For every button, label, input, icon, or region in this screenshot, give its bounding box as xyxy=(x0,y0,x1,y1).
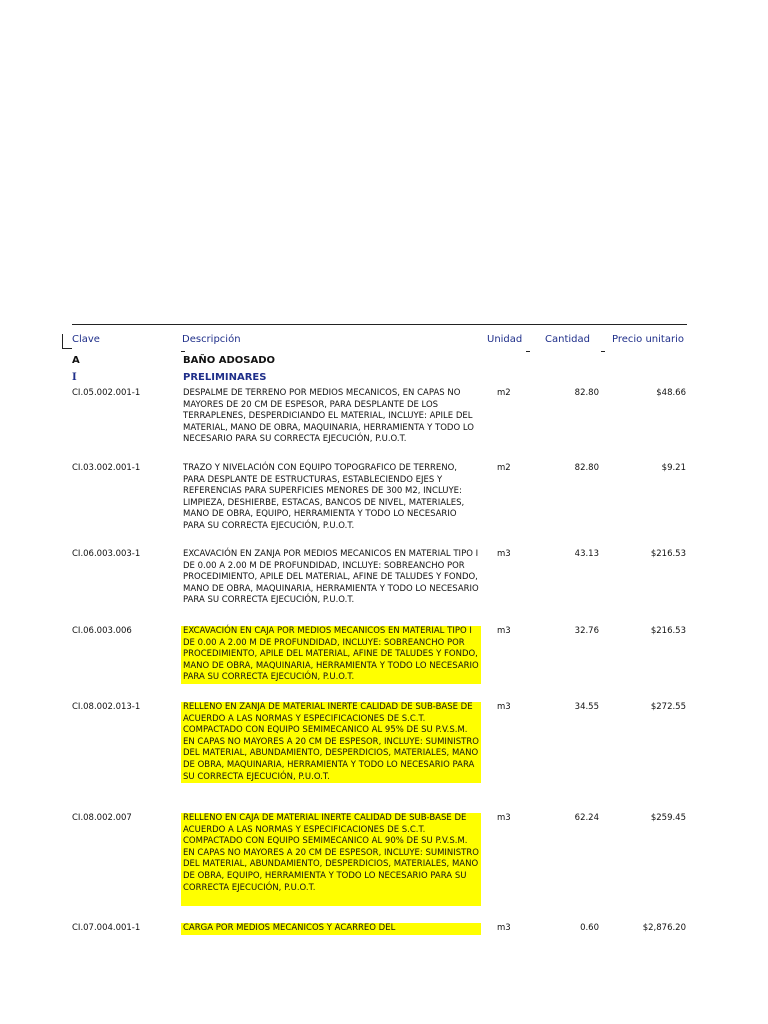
row-precio: $216.53 xyxy=(650,549,686,559)
row-cantidad: 34.55 xyxy=(574,702,599,712)
row-unidad: m3 xyxy=(497,549,511,559)
header-precio-unitario: Precio unitario xyxy=(612,334,684,345)
subsection-clave: I xyxy=(72,372,77,383)
row-precio: $9.21 xyxy=(661,463,686,473)
row-unidad: m3 xyxy=(497,813,511,823)
row-clave: CI.03.002.001-1 xyxy=(72,463,141,473)
row-precio: $2,876.20 xyxy=(642,923,686,933)
header-clave: Clave xyxy=(72,334,100,345)
row-descripcion-highlighted: EXCAVACIÓN EN CAJA POR MEDIOS MECANICOS EN MATERIAL TIPO I DE 0.00 A 2.00 M DE PROFUNDIDAD, INCLUYE: SOBREANCHO POR PROCEDIMIENTO, APILE DEL MATERIAL, AFINE DE TALUDES Y FONDO, MANO DE OBRA, MAQUINARIA, HERRAMIENTA Y TODO LO NECESARIO PARA SU CORRECTA EJECUCIÓN, P.U.O.T. xyxy=(181,626,481,684)
row-clave: CI.06.003.006 xyxy=(72,626,132,636)
section-clave: A xyxy=(72,355,80,366)
row-unidad: m3 xyxy=(497,626,511,636)
row-precio: $48.66 xyxy=(656,388,686,398)
column-marker xyxy=(181,351,185,352)
row-descripcion-highlighted: RELLENO EN ZANJA DE MATERIAL INERTE CALIDAD DE SUB-BASE DE ACUERDO A LAS NORMAS Y ESPECIFICACIONES DE S.C.T. COMPACTADO CON EQUIPO SEMIMECANICO AL 95% DE SU P.V.S.M. EN CAPAS NO MAYORES A 20 CM DE ESPESOR, INCLUYE: SUMINISTRO DEL MATERIAL, ABUNDAMIENTO, DESPERDICIOS, MATERIALES, MANO DE OBRA, MAQUINARIA, HERRAMIENTA Y TODO LO NECESARIO PARA SU CORRECTA EJECUCIÓN, P.U.O.T. xyxy=(181,702,481,783)
column-marker xyxy=(601,351,605,352)
subsection-title: PRELIMINARES xyxy=(183,372,267,383)
row-cantidad: 62.24 xyxy=(574,813,599,823)
table-top-rule xyxy=(72,324,687,325)
row-precio: $259.45 xyxy=(650,813,686,823)
row-descripcion: TRAZO Y NIVELACIÓN CON EQUIPO TOPOGRAFICO DE TERRENO, PARA DESPLANTE DE ESTRUCTURAS, ESTABLECIENDO EJES Y REFERENCIAS PARA SUPERFICIES MENORES DE 300 M2, INCLUYE: LIMPIEZA, DESHIERBE, ESTACAS, BANCOS DE NIVEL, MATERIALES, MANO DE OBRA, EQUIPO, HERRAMIENTA Y TODO LO NECESARIO PARA SU CORRECTA EJECUCIÓN, P.U.O.T. xyxy=(183,463,465,531)
header-cantidad: Cantidad xyxy=(545,334,590,345)
row-cantidad: 32.76 xyxy=(574,626,599,636)
header-descripcion: Descripción xyxy=(182,334,241,345)
row-unidad: m3 xyxy=(497,702,511,712)
row-cantidad: 0.60 xyxy=(580,923,599,933)
header-unidad: Unidad xyxy=(487,334,523,345)
row-descripcion-highlighted: RELLENO EN CAJA DE MATERIAL INERTE CALIDAD DE SUB-BASE DE ACUERDO A LAS NORMAS Y ESPECIFICACIONES DE S.C.T. COMPACTADO CON EQUIPO SEMIMECANICO AL 90% DE SU P.V.S.M. EN CAPAS NO MAYORES A 20 CM DE ESPESOR, INCLUYE: SUMINISTRO DEL MATERIAL, ABUNDAMIENTO, DESPERDICIOS, MATERIALES, MANO DE OBRA, EQUIPO, HERRAMIENTA Y TODO LO NECESARIO PARA SU CORRECTA EJECUCIÓN, P.U.O.T. xyxy=(181,813,481,906)
row-clave: CI.07.004.001-1 xyxy=(72,923,141,933)
table-header xyxy=(0,334,768,350)
row-precio: $272.55 xyxy=(650,702,686,712)
row-cantidad: 82.80 xyxy=(574,388,599,398)
row-clave: CI.06.003.003-1 xyxy=(72,549,141,559)
row-cantidad: 82.80 xyxy=(574,463,599,473)
row-clave: CI.05.002.001-1 xyxy=(72,388,141,398)
row-descripcion: DESPALME DE TERRENO POR MEDIOS MECANICOS, EN CAPAS NO MAYORES DE 20 CM DE ESPESOR, PARA DESPLANTE DE LOS TERRAPLENES, DESPERDICIANDO EL MATERIAL, INCLUYE: APILE DEL MATERIAL, MANO DE OBRA, MAQUINARIA, HERRAMIENTA Y TODO LO NECESARIO PARA SU CORRECTA EJECUCIÓN, P.U.O.T. xyxy=(183,388,474,445)
row-descripcion: EXCAVACIÓN EN ZANJA POR MEDIOS MECANICOS EN MATERIAL TIPO I DE 0.00 A 2.00 M DE PROFUNDIDAD, INCLUYE: SOBREANCHO POR PROCEDIMIENTO, APILE DEL MATERIAL, AFINE DE TALUDES Y FONDO, MANO DE OBRA, MAQUINARIA, HERRAMIENTA Y TODO LO NECESARIO PARA SU CORRECTA EJECUCIÓN, P.U.O.T. xyxy=(183,549,479,606)
row-unidad: m2 xyxy=(497,463,511,473)
row-descripcion-highlighted: CARGA POR MEDIOS MECANICOS Y ACARREO DEL xyxy=(181,923,481,935)
row-clave: CI.08.002.013-1 xyxy=(72,702,141,712)
row-clave: CI.08.002.007 xyxy=(72,813,132,823)
column-marker xyxy=(526,351,530,352)
row-cantidad: 43.13 xyxy=(574,549,599,559)
row-unidad: m2 xyxy=(497,388,511,398)
section-title: BAÑO ADOSADO xyxy=(183,355,275,366)
row-unidad: m3 xyxy=(497,923,511,933)
row-precio: $216.53 xyxy=(650,626,686,636)
